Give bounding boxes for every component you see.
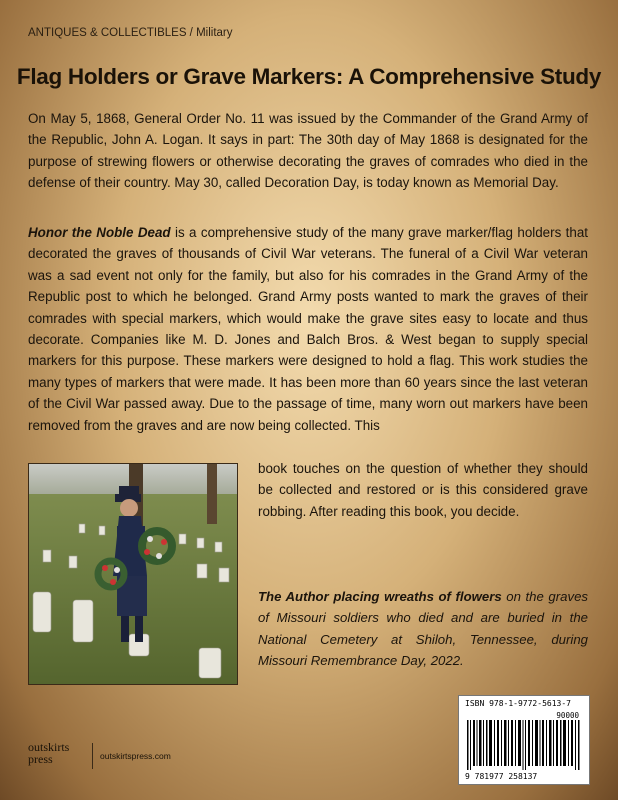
publisher-wordmark — [28, 741, 69, 765]
photo-caption-text: on the graves of Missouri soldiers who died and are buried in the National Cemetery at Shiloh, Tennessee, during Missouri Remembrance Day, 2022. — [258, 589, 589, 669]
publisher-url: outskirtspress.com — [100, 751, 171, 761]
category-label: ANTIQUES & COLLECTIBLES / Military — [28, 27, 233, 39]
cover-title: Flag Holders or Grave Markers: A Comprehensive Study — [16, 64, 602, 89]
publisher-logo — [28, 740, 171, 771]
isbn-label: ISBN 978-1-9772-5613-7 — [465, 699, 571, 708]
isbn-barcode — [458, 695, 590, 785]
paragraph-description — [28, 222, 588, 436]
isbn-digits: 9 781977 258137 — [465, 772, 538, 781]
barcode-icon — [467, 720, 581, 770]
photo-caption-lead: The Author placing wreaths of flowers — [258, 589, 502, 604]
cemetery-photo-illustration — [29, 464, 237, 684]
publisher-wordmark-line2: press — [28, 752, 53, 766]
price-code: 90000 — [556, 711, 579, 720]
paragraph-intro: On May 5, 1868, General Order No. 11 was issued by the Commander of the Grand Army of the Republic, John A. Logan. It says in part: The 30th day of May 1868 is designated for the purpose of strewing flowers or otherwise decorating the graves of comrades who died in the defense of their country. May 30, called Decoration Day, is today known as Memorial Day. — [28, 111, 588, 191]
logo-divider — [92, 743, 93, 769]
author-photo — [28, 463, 238, 685]
book-title-italic: Honor the Noble Dead — [28, 225, 171, 240]
paragraph-conclusion: book touches on the question of whether they should be collected and restored or is this considered grave robbing. After reading this book, you decide. — [258, 461, 588, 519]
photo-caption — [258, 586, 588, 672]
paragraph-description-text: is a comprehensive study of the many grave marker/flag holders that decorated the graves of thousands of Civil War veterans. The funeral of a Civil War veteran was a sad event not only for the family, but also for his comrades in the Grand Army of the Republic post to which he belonged. Grand Army posts wanted to mark the graves of their comrades with special markers, which would make the grave sites easy to locate and thus decorate. Companies like M. D. Jones and Balch Bros. & West began to supply special markers for this purpose. These markers were designed to hold a flag. This work studies the many types of markers that were made. It has been more than 60 years since the last veteran of the Civil War passed away. Due to the passage of time, many worn out markers have been removed from the graves and are now being collected. This — [28, 225, 589, 433]
publisher-wordmark-line1: outskirts — [28, 740, 70, 754]
